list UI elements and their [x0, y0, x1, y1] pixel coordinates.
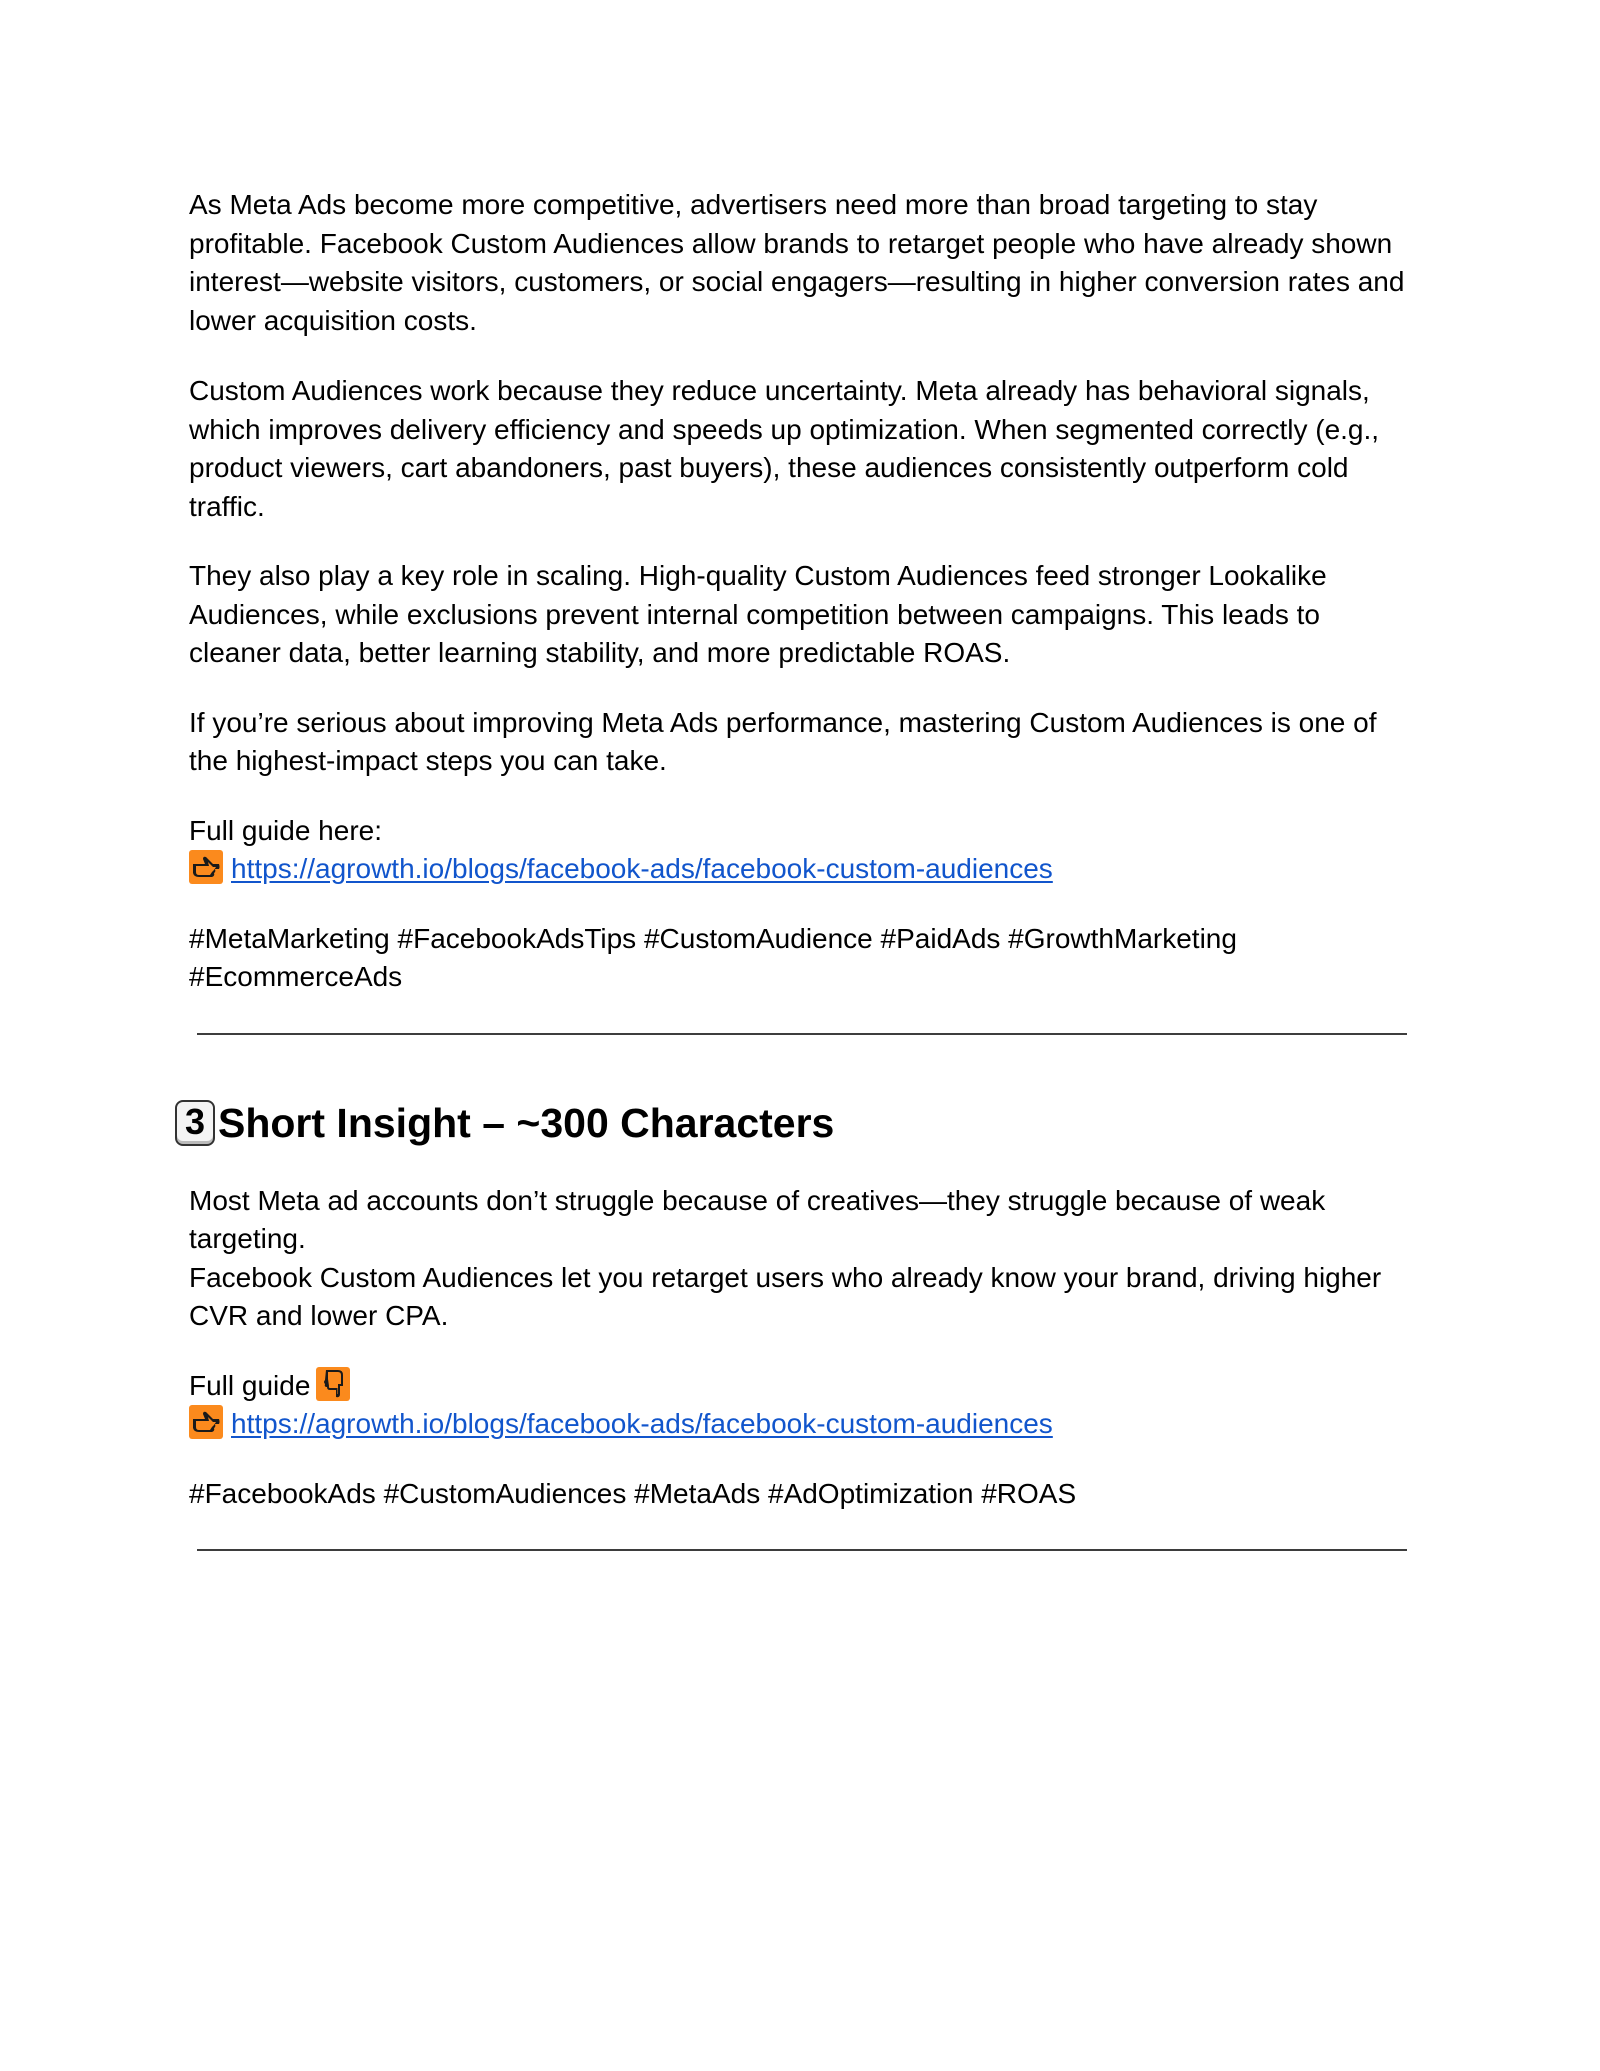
short-guide-block: [189, 1367, 1419, 1444]
paragraph-intro: As Meta Ads become more competitive, advertisers need more than broad targeting to stay profitable. Facebook Custom Audiences allow brands to retarget people who have already shown interest—website visitors, customers, or social engagers—resulting in higher conversion rates and lower acquisition costs.: [189, 189, 1405, 336]
guide-label: Full guide here:: [189, 814, 383, 846]
guide-link[interactable]: https://agrowth.io/blogs/facebook-ads/facebook-custom-audiences: [231, 853, 1053, 884]
short-guide-link[interactable]: https://agrowth.io/blogs/facebook-ads/facebook-custom-audiences: [231, 1408, 1053, 1439]
section-heading: [175, 1096, 1419, 1150]
backhand-index-pointing-right-icon: [189, 1405, 223, 1439]
short-insight-body: [189, 1182, 1419, 1336]
document-content: [184, 186, 1419, 1551]
insight-line-2: Facebook Custom Audiences let you retarget users who already know your brand, driving higher CVR and lower CPA.: [189, 1261, 1382, 1331]
horizontal-divider-bottom: [197, 1549, 1407, 1551]
backhand-index-pointing-down-icon: [316, 1367, 350, 1401]
backhand-index-pointing-right-icon: [189, 850, 223, 884]
heading-title: Short Insight – ~300 Characters: [218, 1099, 835, 1146]
paragraph-why-it-works: Custom Audiences work because they reduce uncertainty. Meta already has behavioral signals, which improves delivery efficiency and speeds up optimization. When segmented correctly (e.g., product viewers, cart abandoners, past buyers), these audiences consistently outperform cold traffic.: [189, 375, 1380, 522]
guide-block: [189, 812, 1419, 889]
hashtags: #MetaMarketing #FacebookAdsTips #CustomAudience #PaidAds #GrowthMarketing #EcommerceAds: [189, 922, 1237, 992]
paragraph-scaling: They also play a key role in scaling. High-quality Custom Audiences feed stronger Lookalike Audiences, while exclusions prevent internal competition between campaigns. This leads to cleaner data, better learning stability, and more predictable ROAS.: [189, 560, 1327, 668]
insight-line-1: Most Meta ad accounts don’t struggle because of creatives—they struggle because of weak targeting.: [189, 1184, 1326, 1254]
short-guide-label: Full guide: [189, 1369, 311, 1401]
paragraph-conclusion: If you’re serious about improving Meta Ads performance, mastering Custom Audiences is one of the highest-impact steps you can take.: [189, 706, 1377, 776]
horizontal-divider: [197, 1033, 1407, 1035]
short-hashtags: #FacebookAds #CustomAudiences #MetaAds #AdOptimization #ROAS: [189, 1477, 1077, 1509]
keycap-digit-three-icon: 3: [175, 1100, 215, 1146]
